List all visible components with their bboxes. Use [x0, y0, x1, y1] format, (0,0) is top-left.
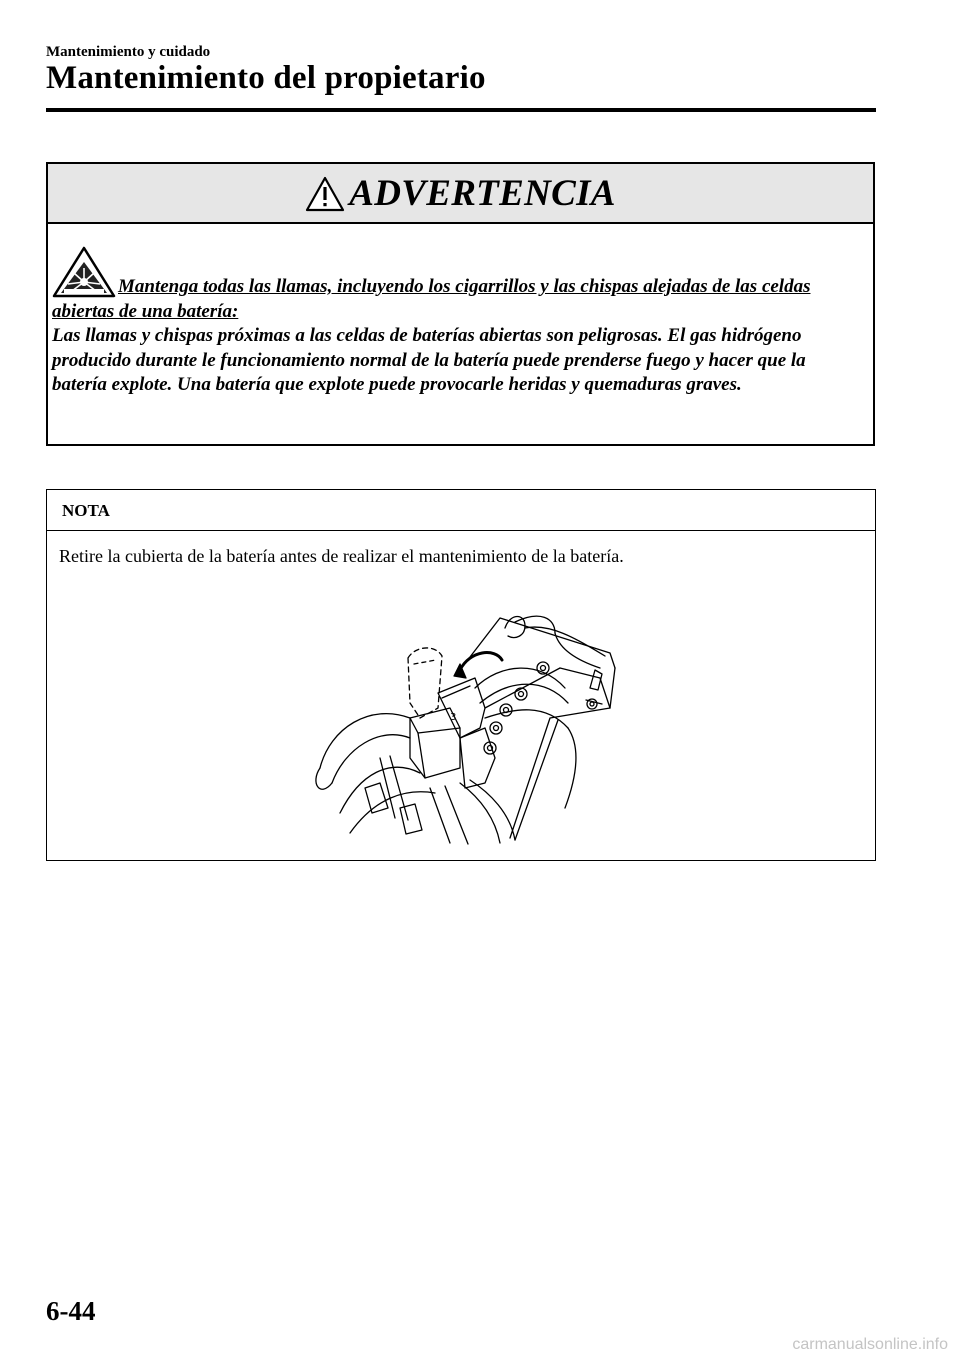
warning-triangle-icon: [305, 176, 345, 212]
battery-cover-illustration: [310, 608, 630, 848]
warning-text: Las llamas y chispas próximas a las celdas de baterías abiertas son peligrosas. El gas hidrógeno producido durante le funcionamiento normal de la batería puede prenderse fuego y hacer que la batería explote. Una batería que explote puede provocarle heridas y quemaduras graves.: [52, 325, 806, 395]
explosion-icon: [52, 246, 116, 298]
page-number: 6-44: [46, 1296, 96, 1326]
warning-body: [52, 246, 859, 398]
note-title: NOTA: [62, 501, 110, 520]
warning-header: [48, 164, 873, 224]
svg-text:3: 3: [450, 712, 457, 723]
warning-title: ADVERTENCIA: [349, 173, 616, 214]
warning-lead: Mantenga todas las llamas, incluyendo los cigarrillos y las chispas alejadas de las celdas abiertas de una batería:: [52, 276, 811, 322]
note-box: [46, 489, 876, 861]
section-label: Mantenimiento y cuidado: [46, 44, 211, 60]
note-header: [47, 490, 875, 531]
watermark: carmanualsonline.info: [792, 1336, 948, 1353]
page-title: Mantenimiento del propietario: [46, 60, 486, 96]
warning-box: [46, 162, 875, 446]
title-rule: [46, 108, 876, 112]
note-text: Retire la cubierta de la batería antes de realizar el mantenimiento de la batería.: [59, 546, 624, 566]
